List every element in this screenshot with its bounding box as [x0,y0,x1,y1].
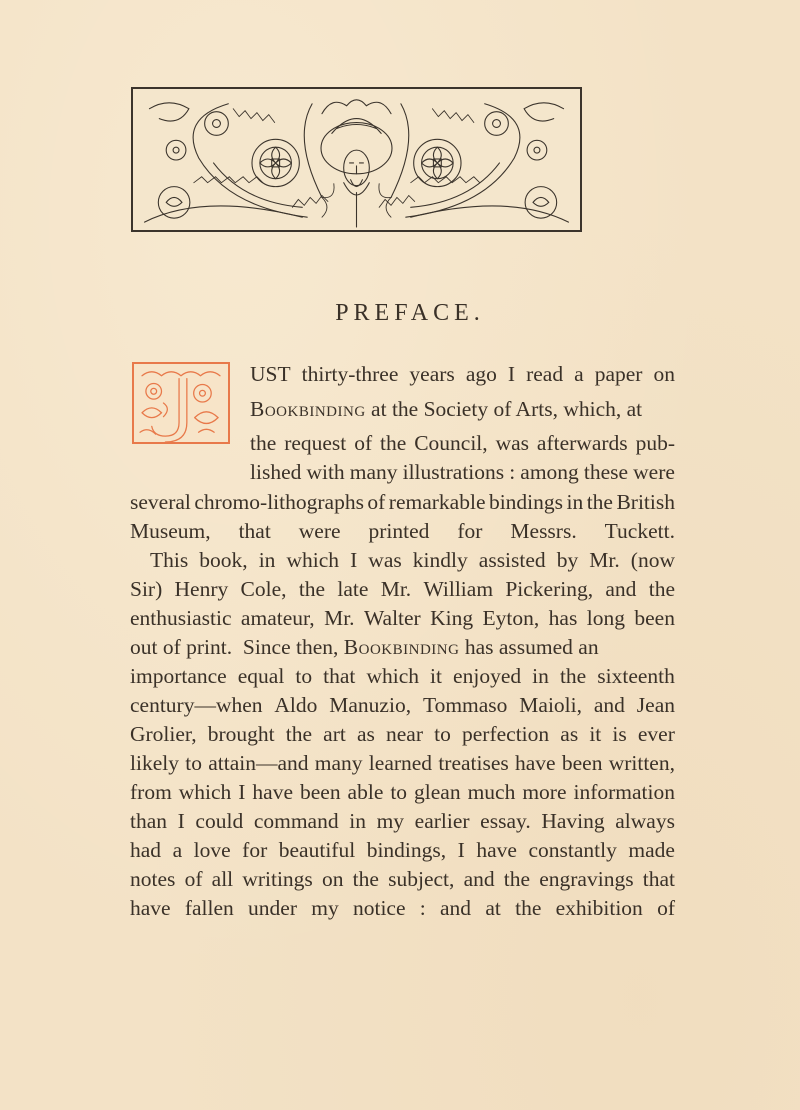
word: been [561,751,603,775]
text-line [150,550,675,572]
word: Eyton, [482,606,540,630]
word: many [314,751,363,775]
smallcaps-term: Bookbinding [250,397,366,421]
word: : [509,460,516,484]
word: notes [130,867,176,891]
text-line [130,579,675,601]
word: enjoyed [453,664,522,688]
word: command [253,809,339,833]
word: likely [130,751,179,775]
word: could [195,809,244,833]
word: lished [250,460,302,484]
word: for [242,838,268,862]
word: was [368,548,402,572]
word: sixteenth [597,664,675,688]
word: King [430,606,474,630]
word: many [349,460,398,484]
word: Jean [636,693,675,717]
word: able [347,780,384,804]
word: always [615,809,675,833]
word: UST [250,362,291,386]
word: (now [630,548,675,572]
word: Museum, [130,519,211,543]
word: I [350,548,358,572]
word: book, [199,548,248,572]
word: Manuzio, [329,693,412,717]
word: several [130,490,191,514]
word: the [515,896,542,920]
word: were [633,460,675,484]
word: Henry [174,577,229,601]
ornamental-initial-j-icon [132,362,230,444]
word: the [648,577,675,601]
word: of [354,431,373,455]
page-title: PREFACE. [335,300,485,326]
ornament-headpiece-icon [131,87,582,232]
word: I [238,780,246,804]
word: written, [608,751,675,775]
word: on [321,867,344,891]
word: to [295,664,313,688]
word: treatises [438,751,509,775]
word: Messrs. [510,519,577,543]
word: in [258,548,276,572]
word: perfection [462,722,550,746]
word: in [532,664,549,688]
word: Tommaso [422,693,508,717]
word: equal [237,664,285,688]
word: on [653,362,675,386]
word: ever [637,722,675,746]
word: Mr. [380,577,412,601]
word: exhibition [555,896,643,920]
word: the [285,722,313,746]
word: my [311,896,339,920]
word: Tuckett. [604,519,675,543]
word: engravings [539,867,634,891]
word: had [130,838,162,862]
word: assisted [478,548,546,572]
word: to [434,722,451,746]
word: Mr. [324,606,355,630]
word: pub- [635,431,675,455]
word: Having [541,809,605,833]
word: This [150,548,189,572]
word: as [356,722,375,746]
word: art [323,722,346,746]
word: brought [207,722,275,746]
word: Cole, [240,577,287,601]
word: a [574,362,584,386]
word: of [184,867,203,891]
word: Council, [414,431,488,455]
word: the [503,867,531,891]
text-line [250,399,675,421]
word: from [130,780,172,804]
word: years [409,362,455,386]
word: Walter [363,606,421,630]
word: among [520,460,579,484]
word: glean [414,780,461,804]
word: bindings, [366,838,447,862]
word: of [367,490,386,514]
text-line [250,433,675,455]
word: long [586,606,625,630]
word: Mr. [589,548,620,572]
text-fragment: has assumed an [459,635,599,659]
word: have [515,751,556,775]
text-line [130,782,675,804]
word: read [526,362,564,386]
text-fragment: out of print. Since then, [130,635,344,659]
word: in [349,809,366,833]
word: attain—and [208,751,309,775]
word: writings [242,867,313,891]
word: chromo-lithographs [194,490,364,514]
word: amateur, [240,606,315,630]
word: for [457,519,483,543]
word: have [252,780,294,804]
word: which [286,548,340,572]
text-line [130,753,675,775]
word: been [634,606,675,630]
word: to [390,780,408,804]
word: subject, [388,867,455,891]
text-line [130,811,675,833]
word: importance [130,664,227,688]
text-line [130,521,675,543]
text-line [130,840,675,862]
word: that [323,664,356,688]
word: information [573,780,675,804]
word: Pickering, [505,577,594,601]
word: William [423,577,494,601]
text-line [130,695,675,717]
word: Maioli, [519,693,583,717]
word: near [386,722,424,746]
word: made [628,838,675,862]
word: remarkable [388,490,486,514]
word: it [430,664,442,688]
word: and [440,896,472,920]
word: British [616,490,675,514]
word: the [559,664,587,688]
word: more [522,780,567,804]
word: my [376,809,405,833]
word: learned [368,751,433,775]
word: illustrations [402,460,505,484]
word: the [250,431,277,455]
word: printed [368,519,430,543]
text-line [250,462,675,484]
word: and [593,693,625,717]
word: that [642,867,675,891]
word: these [583,460,629,484]
text-line [130,666,675,688]
word: afterwards [536,431,628,455]
word: have [476,838,517,862]
word: beautiful [278,838,356,862]
word: the [380,431,407,455]
word: I [507,362,516,386]
word: a [172,838,183,862]
word: the [586,490,613,514]
word: has [548,606,578,630]
word: in [566,490,584,514]
word: I [457,838,465,862]
word: fallen [184,896,234,920]
word: bindings [488,490,564,514]
word: as [560,722,579,746]
word: Aldo [274,693,318,717]
word: than [130,809,168,833]
word: paper [594,362,643,386]
text-line [130,492,675,514]
word: the [352,867,379,891]
text-line [130,608,675,630]
word: request [284,431,347,455]
word: it [589,722,602,746]
word: which [366,664,419,688]
word: that [238,519,271,543]
word: much [467,780,516,804]
word: thirty-three [301,362,399,386]
text-line [250,364,675,386]
text-line [130,724,675,746]
word: love [193,838,231,862]
word: kindly [412,548,468,572]
text-line [130,637,675,659]
word: at [485,896,501,920]
word: constantly [528,838,617,862]
word: all [211,867,234,891]
word: was [495,431,530,455]
word: the [298,577,326,601]
word: is [612,722,627,746]
word: have [130,896,171,920]
word: I [177,809,185,833]
text-line [130,898,675,920]
word: enthusiastic [130,606,232,630]
word: and [463,867,495,891]
word: to [185,751,202,775]
text-line [130,869,675,891]
word: essay. [480,809,531,833]
word: and [605,577,637,601]
word: under [248,896,297,920]
word: Grolier, [130,722,197,746]
word: were [298,519,341,543]
word: : [419,896,426,920]
word: ago [465,362,497,386]
word: notice [352,896,406,920]
word: been [299,780,341,804]
smallcaps-term: Bookbinding [343,635,460,659]
word: Sir) [130,577,163,601]
word: earlier [414,809,470,833]
word: century—when [130,693,263,717]
word: with [306,460,345,484]
word: by [556,548,579,572]
text-fragment: at the Society of Arts, which, at [365,397,643,421]
word: which [178,780,232,804]
word: of [657,896,675,920]
word: late [337,577,369,601]
